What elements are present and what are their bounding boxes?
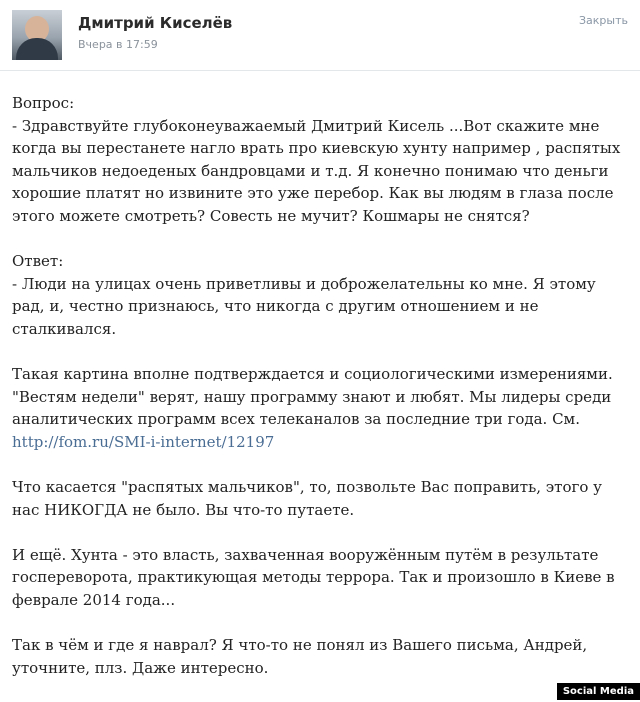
post-header	[0, 0, 640, 71]
paragraph-answer	[12, 250, 628, 340]
avatar[interactable]	[12, 10, 62, 60]
sociology-text: Такая картина вполне подтверждается и социологическими измерениями. "Вестям недели" верят, нашу программу знают и любят. Мы лидеры среди аналитических программ всех телеканалов за последние три года. См.	[12, 365, 613, 429]
paragraph-junta	[12, 544, 628, 612]
avatar-body	[16, 38, 58, 60]
boys-text: Что касается "распятых мальчиков", то, позвольте Вас поправить, этого у нас НИКОГДА не было. Вы что-то путаете.	[12, 478, 602, 519]
post-time: Вчера в 17:59	[78, 38, 158, 51]
closing-text: Так в чём и где я наврал? Я что-то не понял из Вашего письма, Андрей, уточните, плз. Даже интересно.	[12, 636, 588, 677]
source-link[interactable]: http://fom.ru/SMI-i-internet/12197	[12, 432, 275, 451]
paragraph-sociology	[12, 363, 628, 453]
post-content	[12, 92, 628, 702]
paragraph-question	[12, 92, 628, 228]
paragraph-boys	[12, 476, 628, 521]
author-name[interactable]: Дмитрий Киселёв	[78, 14, 233, 32]
question-text: Вопрос: - Здравствуйте глубоконеуважаемый Дмитрий Кисель ...Вот скажите мне когда вы перестанете нагло врать про киевскую хунту например , распятых мальчиков недоеденых бандровцами и т.д. Я конечно понимаю что деньги хорошие платят но извините это уже перебор. Как вы людям в глаза после этого можете смотреть? Совесть не мучит? Кошмары не снятся?	[12, 94, 621, 225]
answer-text: Ответ: - Люди на улицах очень приветливы и доброжелательны ко мне. Я этому рад, и, честно признаюсь, что никогда с другим отношением и не сталкивался.	[12, 252, 596, 338]
social-media-badge: Social Media	[557, 683, 640, 700]
close-button[interactable]: Закрыть	[579, 14, 628, 27]
junta-text: И ещё. Хунта - это власть, захваченная вооружённым путём в результате госпереворота, практикующая методы террора. Так и произошло в Киеве в феврале 2014 года...	[12, 545, 615, 610]
paragraph-closing	[12, 634, 628, 679]
